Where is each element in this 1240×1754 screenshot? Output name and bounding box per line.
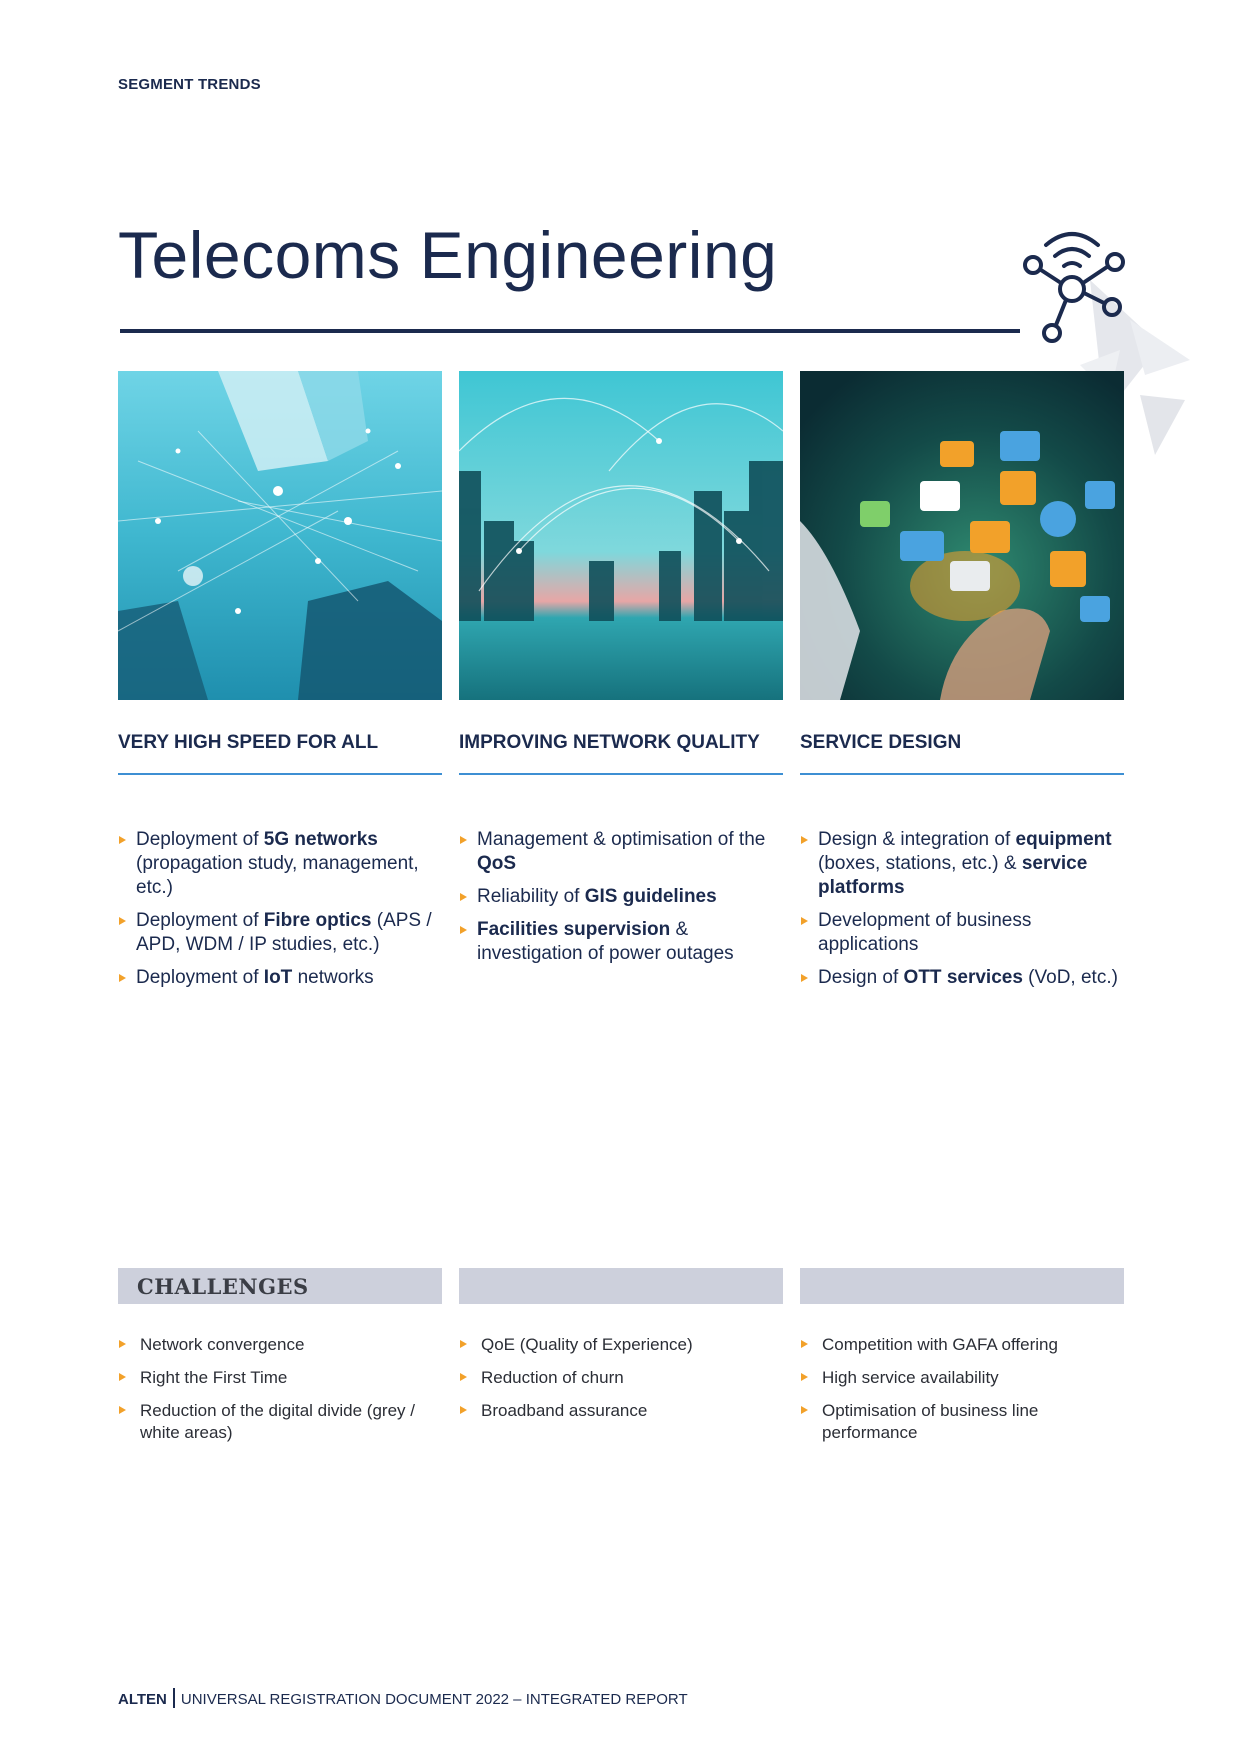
list-item: Competition with GAFA offering xyxy=(800,1334,1126,1356)
list-item: Deployment of IoT networks xyxy=(118,966,444,990)
list-item: Development of business applications xyxy=(800,909,1126,957)
challenges-bar xyxy=(800,1268,1124,1304)
footer-brand: ALTEN xyxy=(118,1691,167,1708)
footer-divider xyxy=(173,1688,175,1708)
challenges-list-2 xyxy=(459,1334,785,1433)
list-item: Broadband assurance xyxy=(459,1400,785,1422)
very-high-speed-list xyxy=(118,828,444,999)
page-footer xyxy=(118,1688,688,1708)
list-item: Reliability of GIS guidelines xyxy=(459,885,785,909)
list-item: Deployment of Fibre optics (APS / APD, WDM / IP studies, etc.) xyxy=(118,909,444,957)
list-item: Management & optimisation of the QoS xyxy=(459,828,785,876)
column-rule xyxy=(459,773,783,775)
list-item: QoE (Quality of Experience) xyxy=(459,1334,785,1356)
list-item: Design & integration of equipment (boxes, stations, etc.) & service platforms xyxy=(800,828,1126,900)
challenges-heading: CHALLENGES xyxy=(137,1274,309,1299)
challenges-bar xyxy=(459,1268,783,1304)
service-design-list xyxy=(800,828,1126,999)
list-item: Facilities supervision & investigation of power outages xyxy=(459,918,785,966)
list-item: Optimisation of business line performance xyxy=(800,1400,1126,1444)
network-quality-list xyxy=(459,828,785,975)
list-item: Deployment of 5G networks (propagation study, management, etc.) xyxy=(118,828,444,900)
page-title: Telecoms Engineering xyxy=(118,218,778,292)
column-heading-service-design: SERVICE DESIGN xyxy=(800,732,962,753)
list-item: Reduction of the digital divide (grey / white areas) xyxy=(118,1400,444,1444)
city-skyline-waterfront-network-arcs-photo xyxy=(459,371,783,700)
list-item: Right the First Time xyxy=(118,1367,444,1389)
challenges-list-3 xyxy=(800,1334,1126,1455)
column-rule xyxy=(118,773,442,775)
title-underline xyxy=(120,329,1020,333)
list-item: High service availability xyxy=(800,1367,1126,1389)
hands-smartphone-app-icons-photo xyxy=(800,371,1124,700)
column-heading-very-high-speed: VERY HIGH SPEED FOR ALL xyxy=(118,732,379,753)
column-heading-network-quality: IMPROVING NETWORK QUALITY xyxy=(459,732,760,753)
city-skyscrapers-network-lights-photo xyxy=(118,371,442,700)
list-item: Design of OTT services (VoD, etc.) xyxy=(800,966,1126,990)
footer-document-title: UNIVERSAL REGISTRATION DOCUMENT 2022 – INTEGRATED REPORT xyxy=(180,1691,688,1708)
column-rule xyxy=(800,773,1124,775)
list-item: Reduction of churn xyxy=(459,1367,785,1389)
challenges-list-1 xyxy=(118,1334,444,1455)
segment-trends-label: SEGMENT TRENDS xyxy=(118,76,261,93)
list-item: Network convergence xyxy=(118,1334,444,1356)
